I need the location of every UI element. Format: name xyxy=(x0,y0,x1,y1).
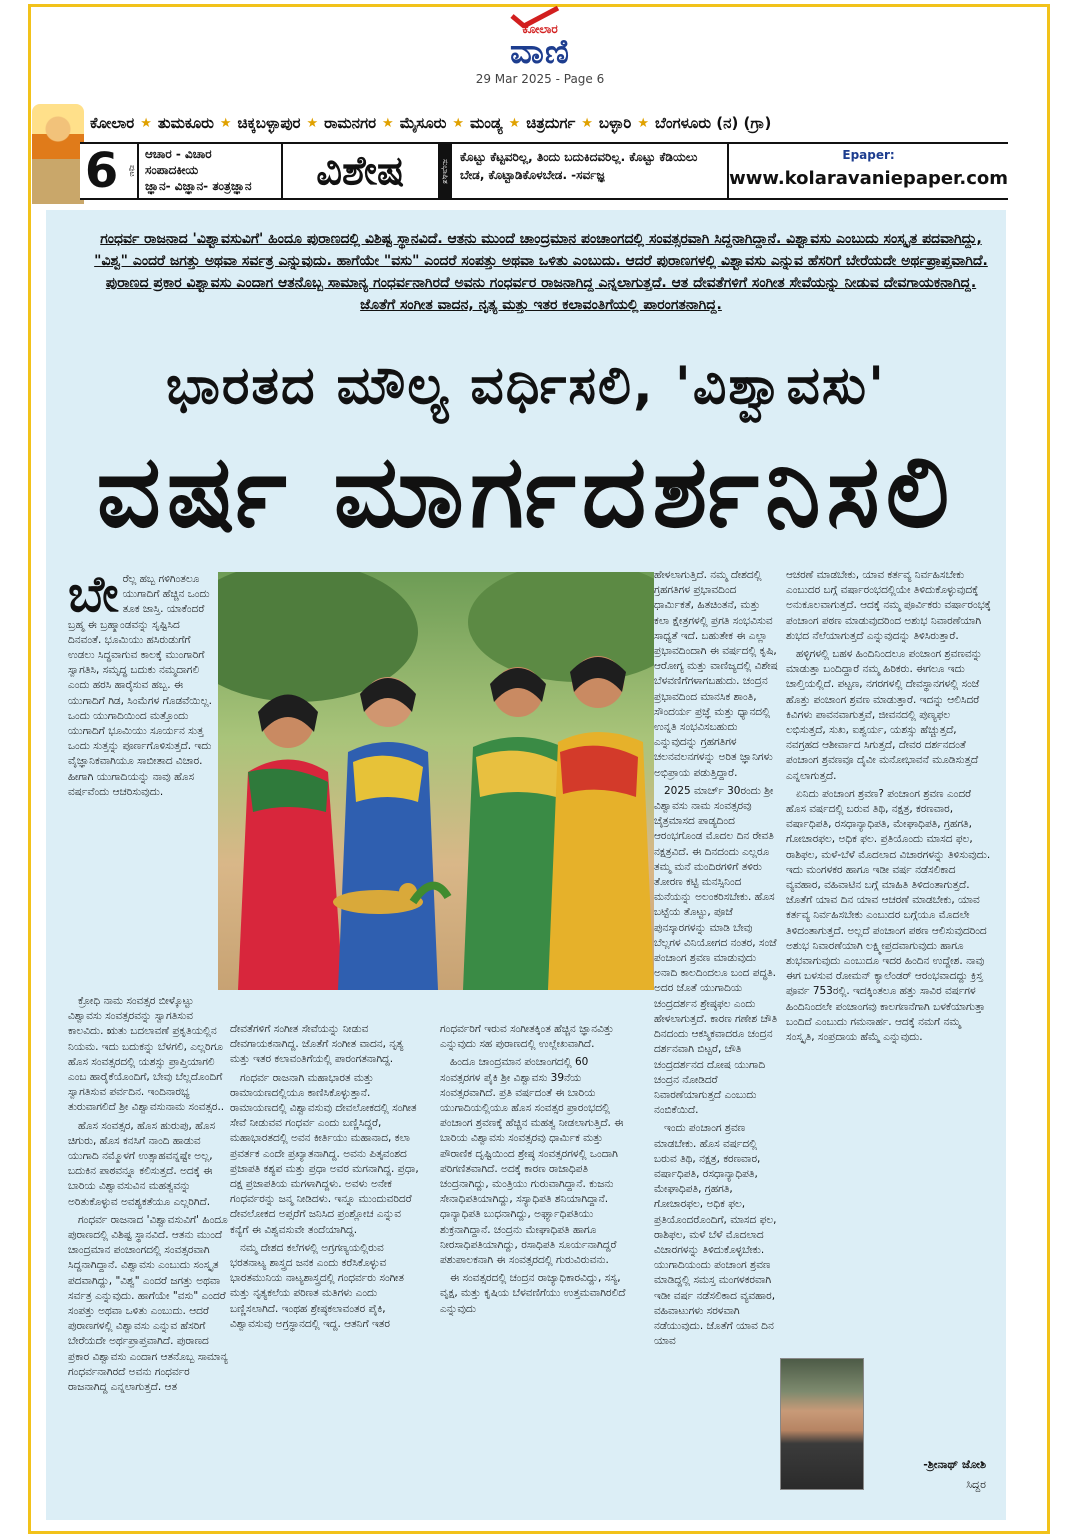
section-title: ವಿಶೇಷ xyxy=(281,144,438,198)
brand-big: ವಾಣಿ xyxy=(510,32,570,72)
district-item[interactable]: ಬೆಂಗಳೂರು (ನ) (ಗ್ರಾ) xyxy=(655,114,772,132)
star-icon: ★ xyxy=(382,115,394,131)
star-icon: ★ xyxy=(452,115,465,131)
women-celebrating-image xyxy=(218,572,654,990)
column-paragraph: ಈ ಸಂವತ್ಸರದಲ್ಲಿ ಚಂದ್ರನ ರಾಜ್ಯಾಧಿಕಾರವಿದ್ದು, ಸಸ್ಯ, ವೃಕ್ಷ, ಮತ್ತು ಕೃಷಿಯ ಬೆಳವಣಿಗೆಯು ಉತ್ತಮವಾಗಿರಲಿದೆ ಎನ್ನುವುದು xyxy=(440,1272,626,1315)
district-item[interactable]: ಚಿತ್ರದುರ್ಗ xyxy=(526,114,576,132)
section-line: ಆಚಾರ - ವಿಚಾರ xyxy=(144,147,212,161)
article-intro: ಗಂಧರ್ವ ರಾಜನಾದ 'ವಿಶ್ವಾವಸುವಿಗೆ' ಹಿಂದೂ ಪುರಾಣದಲ್ಲಿ ವಿಶಿಷ್ಟ ಸ್ಥಾನವಿದೆ. ಆತನು ಮುಂದೆ ಚಾಂದ್ರಮಾನ ಪಂಚಾಂಗದಲ್ಲಿ ಸಂವತ್ಸರವಾಗಿ ಸಿದ್ದನಾಗಿದ್ದಾನೆ. ವಿಶ್ವಾವಸು ಎಂಬುದು ಸಂಸ್ಕೃತ ಪದವಾಗಿದ್ದು, "ವಿಶ್ವ" ಎಂದರೆ ಜಗತ್ತು ಅಥವಾ ಸರ್ವತ್ರ ಎನ್ನುವುದು. ಹಾಗೆಯೇ "ವಸು" ಎಂದರೆ ಸಂಪತ್ತು ಅಥವಾ ಒಳಿತು ಎಂಬುದು. ಆದರೆ ಪುರಾಣಗಳಲ್ಲಿ ವಿಶ್ವಾವಸು ಎನ್ನುವ ಹೆಸರಿಗೆ ಬೇರೆಯದೇ ಅರ್ಥಪ್ರಾಪ್ತವಾಗಿದೆ. ಪುರಾಣದ ಪ್ರಕಾರ ವಿಶ್ವಾವಸು ಎಂದಾಗ ಆತನೊಬ್ಬ ಸಾಮಾನ್ಯ ಗಂಧರ್ವನಾಗಿರದೆ ಅವನು ಗಂಧರ್ವರ ರಾಜನಾಗಿದ್ದ ಎನ್ನಲಾಗುತ್ತದೆ. ಆತ ದೇವತೆಗಳಿಗೆ ಸಂಗೀತ ಸೇವೆಯನ್ನು ನೀಡುವ ದೇವಗಾಯಕನಾಗಿದ್ದ. ಜೊತೆಗೆ ಸಂಗೀತ ವಾದನ, ನೃತ್ಯ ಮತ್ತು ಇತರ ಕಲಾವಂತಿಗೆಯಲ್ಲಿ ಪಾರಂಗತನಾಗಿದ್ದ. xyxy=(94,231,988,313)
column-paragraph: ಗಂಧರ್ವ ರಾಜನಾಗಿ ಮಹಾಭಾರತ ಮತ್ತು ರಾಮಾಯಣದಲ್ಲಿಯೂ ಕಾಣಿಸಿಕೊಳ್ಳುತ್ತಾನೆ. ರಾಮಾಯಣದಲ್ಲಿ ವಿಶ್ವಾವಸುವು ದೇವಲೋಕದಲ್ಲಿ ಸಂಗೀತ ಸೇವೆ ನೀಡುವವ ಗಂಧರ್ವ ಎಂದು ಬಣ್ಣಿಸಿದ್ದರೆ, ಮಹಾಭಾರತದಲ್ಲಿ ಅವನ ಕೀರ್ತಿಯು ಮಹಾನಾದ, ಕಲಾ ಪ್ರವರ್ತಕ ಎಂದೇ ಪ್ರಖ್ಯಾತನಾಗಿದ್ದ. ಅವನು ಪಿತೃವಂಶದ ಪ್ರಜಾಪತಿ ಕಶ್ಯಪ ಮತ್ತು ಪ್ರಧಾ ಅವರ ಮಗನಾಗಿದ್ದ. ಪ್ರಧಾ, ದಕ್ಷ ಪ್ರಜಾಪತಿಯ ಮಗಳಾಗಿದ್ದಳು. ಅವಳು ಅನೇಕ ಗಂಧರ್ವರನ್ನು ಜನ್ಮ ನೀಡಿದಳು. ಇನ್ನೂ ಮುಂದುವರಿದರೆ ದೇವಲೋಕದ ಅಪ್ಸರೆಗೆ ಜನಿಸಿದ ಪ್ರಂಶ್ಲೋಚ ಎನ್ನುವ ಕನ್ಯೆಗೆ ಈ ವಿಶ್ವವಸುವೇ ತಂದೆಯಾಗಿದ್ದ. xyxy=(230,1071,419,1236)
column-paragraph: ಆಚರಣೆ ಮಾಡಬೇಕು, ಯಾವ ಕರ್ತವ್ಯ ನಿರ್ವಹಿಸಬೇಕು ಎಂಬುದರ ಬಗ್ಗೆ ವರ್ಷಾರಂಭದಲ್ಲಿಯೇ ತಿಳಿದುಕೊಳ್ಳುವುದಕ್ಕೆ ಅನುಕೂಲವಾಗುತ್ತದೆ. ಆದಕ್ಕೆ ನಮ್ಮ ಪೂರ್ವಿಕರು ವರ್ಷಾರಂಭಕ್ಕೆ ಪಂಚಾಂಗ ಪಠಣ ಮಾಡುವುದರಿಂದ ಅಶುಭ ನಿವಾರಣೆಯಾಗಿ ಶುಭದ ನೆಲೆಯಾಗುತ್ತದೆ ಎನ್ನುವುದನ್ನು ತಿಳಿಸಿರುತ್ತಾರೆ. xyxy=(786,569,991,642)
brand-small: ಕೋಲಾರ xyxy=(522,22,558,36)
article-column-3 xyxy=(440,1022,632,1484)
district-strip xyxy=(40,108,1040,138)
article-column-5 xyxy=(786,568,992,1353)
masthead xyxy=(0,0,1080,100)
article-column-1 xyxy=(68,572,214,992)
page-number: 6 xyxy=(84,143,119,199)
district-item[interactable]: ರಾಮನಗರ xyxy=(324,114,377,132)
epaper-link[interactable]: www.kolaravaniepaper.com xyxy=(729,168,1008,189)
epaper-box xyxy=(727,144,1008,198)
district-item[interactable]: ಬಳ್ಳಾರಿ xyxy=(598,114,632,132)
page-side-label: ಪುಟ xyxy=(127,165,137,177)
district-item[interactable]: ಮೈಸೂರು xyxy=(399,114,447,132)
star-icon: ★ xyxy=(140,115,152,131)
dropcap: ಬೇ xyxy=(68,572,119,623)
star-icon: ★ xyxy=(306,115,319,131)
author-name: -ಶ್ರೀನಾಥ್ ಜೋಶಿ xyxy=(923,1458,986,1471)
author-photo xyxy=(780,1358,864,1490)
section-header xyxy=(80,142,1008,200)
headline-line1: ಭಾರತದ ಮೌಲ್ಯ ವರ್ಧಿಸಲಿ, 'ವಿಶ್ವಾವಸು' xyxy=(166,356,886,416)
date-page: 29 Mar 2025 - Page 6 xyxy=(475,72,605,86)
column-paragraph: ನಮ್ಮ ದೇಶದ ಕಲೆಗಳಲ್ಲಿ ಅಗ್ರಗಣ್ಯಯಲ್ಲಿರುವ ಭರತನಾಟ್ಯ ಶಾಸ್ತ್ರದ ಜನಕ ಎಂದು ಕರೆಸಿಕೊಳ್ಳುವ ಭಾರತಮುನಿಯ ನಾಟ್ಯಶಾಸ್ತ್ರದಲ್ಲಿ ಗಂಧರ್ವರು ಸಂಗೀತ ಮತ್ತು ನೃತ್ಯಕಲೆಯ ಪರಿಣತ ಮತಿಗಳು ಎಂದು ಬಣ್ಣಿಸಲಾಗಿದೆ. ಇಂಥಹ ಶ್ರೇಷ್ಠಕಲಾವಂತರ ಪೈಕಿ, ವಿಶ್ವಾವಸುವು ಅಗ್ರಸ್ಥಾನದಲ್ಲಿ ಇದ್ದ. ಆತನಿಗೆ ಇತರ xyxy=(230,1241,404,1330)
column-paragraph: ದೇವತೆಗಳಿಗೆ ಸಂಗೀತ ಸೇವೆಯನ್ನು ನೀಡುವ ದೇವಗಾಯಕನಾಗಿದ್ದ. ಜೊತೆಗೆ ಸಂಗೀತ ವಾದನ, ನೃತ್ಯ ಮತ್ತು ಇತರ ಕಲಾವಂತಿಗೆಯಲ್ಲಿ ಪಾರಂಗತನಾಗಿದ್ದ. xyxy=(230,1023,404,1066)
column-paragraph: ಹಿಂದೂ ಚಾಂದ್ರಮಾನ ಪಂಚಾಂಗದಲ್ಲಿ 60 ಸಂವತ್ಸರಗಳ ಪೈಕಿ ಶ್ರೀ ವಿಶ್ವಾವಸು 39ನೆಯ ಸಂವತ್ಸರವಾಗಿದೆ. ಪ್ರತಿ ವರ್ಷದಂತೆ ಈ ಬಾರಿಯ ಯುಗಾದಿಯಲ್ಲಿಯೂ ಹೊಸ ಸಂವತ್ಸರ ಪ್ರಾರಂಭದಲ್ಲಿ ಪಂಚಾಂಗ ಶ್ರವಣಕ್ಕೆ ಹೆಚ್ಚಿನ ಮಹತ್ವ ನೀಡಲಾಗುತ್ತಿದೆ. ಈ ಬಾರಿಯ ವಿಶ್ವಾವಸು ಸಂವತ್ಸರವು ಧಾರ್ಮಿಕ ಮತ್ತು ಪೌರಾಣಿಕ ದೃಷ್ಟಿಯಿಂದ ಶ್ರೇಷ್ಠ ಸಂವತ್ಸರಗಳಲ್ಲಿ ಒಂದಾಗಿ ಪರಿಗಣಿತವಾಗಿದೆ. ಅದಕ್ಕೆ ಕಾರಣ ರಾಜಾಧಿಪತಿ ಚಂದ್ರನಾಗಿದ್ದು, ಮಂತ್ರಿಯು ಗುರುವಾಗಿದ್ದಾನೆ. ಕುಜನು ಸೇನಾಧಿಪತಿಯಾಗಿದ್ದು, ಸಸ್ಯಾಧಿಪತಿ ಶನಿಯಾಗಿದ್ದಾನೆ. ಧಾನ್ಯಾಧಿಪತಿ ಬುಧನಾಗಿದ್ದು, ಅರ್ಘ್ಯಾಧಿಪತಿಯು ಶುಕ್ರನಾಗಿದ್ದಾನೆ. ಚಂದ್ರನು ಮೇಘಾಧಿಪತಿ ಹಾಗೂ ನೀರಸಾಧಿಪತಿಯಾಗಿದ್ದು, ರಸಾಧಿಪತಿ ಸೂರ್ಯನಾಗಿದ್ದರೆ ಪಶುಪಾಲಕನಾಗಿ ಈ ಸಂವತ್ಸರದಲ್ಲಿ ಗುರುವಿರುವನು. xyxy=(440,1056,624,1267)
section-vertical-label: ಸುಭಾಷಿತ xyxy=(438,144,450,198)
headline-line2: ವರ್ಷ ಮಾರ್ಗದರ್ಶನಿಸಲಿ xyxy=(96,433,956,550)
column-paragraph: ಏನಿದು ಪಂಚಾಂಗ ಶ್ರವಣ? ಪಂಚಾಂಗ ಶ್ರವಣ ಎಂದರೆ ಹೊಸ ವರ್ಷದಲ್ಲಿ ಬರುವ ತಿಥಿ, ನಕ್ಷತ್ರ, ಕರಣವಾರ, ವರ್ಷಾಧಿಪತಿ, ರಸಧಾನ್ಯಾಧಿಪತಿ, ಮೇಘಾಧಿಪತಿ, ಗ್ರಹಗತಿ, ಗೋಚಾರಫಲ, ಅಧಿಕ ಫಲ. ಪ್ರತಿಯೊಂದು ಮಾಸದ ಫಲ, ರಾಶಿಫಲ, ಮಳೆ-ಬೆಳೆ ಮೊದಲಾದ ವಿಚಾರಗಳನ್ನು ತಿಳಿಸುವುದು. ಇದು ಮಂಗಳಕರ ಹಾಗೂ ಇಡೀ ವರ್ಷ ನಡೆಸಲಿಕಾದ ವ್ಯವಹಾರ, ವಹಿವಾಟಿನ ಬಗ್ಗೆ ಮಾಹಿತಿ ತಿಳಿದಂತಾಗುತ್ತದೆ. ಜೊತೆಗೆ ಯಾವ ದಿನ ಯಾವ ಆಚರಣೆ ಮಾಡಬೇಕು, ಯಾವ ಕರ್ತವ್ಯ ನಿರ್ವಹಿಸಬೇಕು ಎಂಬುದರ ಬಗ್ಗೆಯೂ ಮೊದಲೇ ತಿಳಿದಂತಾಗುತ್ತದೆ. ಅಲ್ಲದೆ ಪಂಚಾಂಗ ಪಠಣ ಆಲಿಸುವುದರಿಂದ ಅಶುಭ ನಿವಾರಣೆಯಾಗಿ ಲಕ್ಷ್ಮೀಪ್ರದವಾಗುವುದು ಹಾಗೂ ಶುಭವಾಗುವುದು ಎಂಬುದೂ ಇದರ ಹಿಂದಿನ ಉದ್ದೇಶ. ನಾವು ಈಗ ಬಳಸುವ ರೋಮನ್ ಕ್ಯಾಲೆಂಡರ್ ಆರಂಭವಾದದ್ದು ಕ್ರಿಸ್ತ ಪೂರ್ವ 753ರಲ್ಲಿ. ಇದಕ್ಕಿಂತಲೂ ಹತ್ತು ಸಾವಿರ ವರ್ಷಗಳ ಹಿಂದಿನಿಂದಲೇ ಪಂಚಾಂಗವು ಕಾಲಗಣನೆಗಾಗಿ ಬಳಕೆಯಾಗುತ್ತಾ ಬಂದಿದೆ ಎಂಬುದು ಗಮನಾರ್ಹ. ಆದಕ್ಕೆ ನಮಗೆ ನಮ್ಮ ಸಂಸ್ಕೃತಿ, ಸಂಪ್ರದಾಯ ಹೆಮ್ಮೆ ಎನ್ನುವುದು. xyxy=(786,787,991,1044)
column-paragraph: ಹೇಳಲಾಗುತ್ತಿದೆ. ನಮ್ಮ ದೇಶದಲ್ಲಿ ಗ್ರಹಗತಿಗಳ ಪ್ರಭಾವದಿಂದ ಧಾರ್ಮಿಕತೆ, ಹಿತಚಿಂತನೆ, ಮತ್ತು ಕಲಾ ಕ್ಷೇತ್ರಗಳಲ್ಲಿ ಪ್ರಗತಿ ಸಂಭವಿಸುವ ಸಾಧ್ಯತೆ ಇದೆ. ಬಹುತೇಕ ಈ ಎಲ್ಲಾ ಪ್ರಭಾವದಿಂದಾಗಿ ಈ ವರ್ಷದಲ್ಲಿ ಕೃಷಿ, ಆರೋಗ್ಯ ಮತ್ತು ವಾಣಿಜ್ಯದಲ್ಲಿ ವಿಶೇಷ ಬೆಳವಣಿಗೆಗಳಾಗಬಹುದು. ಚಂದ್ರನ ಪ್ರಭಾವದಿಂದ ಮಾನಸಿಕ ಶಾಂತಿ, ಸೌಂದರ್ಯ ಪ್ರಜ್ಞೆ ಮತ್ತು ಧ್ಯಾನದಲ್ಲಿ ಉನ್ನತಿ ಸಂಭವಿಸಬಹುದು ಎನ್ನುವುದನ್ನು ಗ್ರಹಗತಿಗಳ ಚಲನವಲನಗಳನ್ನು ಅರಿತ ಜ್ಞಾನಿಗಳು ಅಭಿಪ್ರಾಯ ಪಡುತ್ತಿದ್ದಾರೆ. xyxy=(654,569,778,779)
column-paragraph: ಹೊಸ ಸಂವತ್ಸರ, ಹೊಸ ಹುರುಪು, ಹೊಸ ಚಿಗುರು, ಹೊಸ ಕನಸಿಗೆ ನಾಂದಿ ಹಾಡುವ ಯುಗಾದಿ ನಮ್ಮೊಳಗೆ ಉತ್ಸಾಹವನ್ನಷ್ಟೇ ಅಲ್ಲ, ಬದುಕಿನ ಪಾಠವನ್ನೂ ಕಲಿಸುತ್ತದೆ. ಅದಕ್ಕೆ ಈ ಬಾರಿಯ ವಿಶ್ವಾವಸುವಿನ ಮಹತ್ವವನ್ನು ಅರಿತುಕೊಳ್ಳುವ ಅವಶ್ಯಕತೆಯೂ ಎಲ್ಲರಿಗಿದೆ. xyxy=(68,1119,216,1208)
quote: ಕೊಟ್ಟು ಕೆಟ್ಟವರಿಲ್ಲ, ತಿಂದು ಬದುಕಿದವರಿಲ್ಲ. ಕೊಟ್ಟು ಕೆಡಿಯಲು ಬೇಡ, ಕೊಟ್ಟಾಡಿಕೊಳಬೇಡ. -ಸರ್ವಜ್ಞ xyxy=(450,144,727,198)
column-paragraph: ಇಂದು ಪಂಚಾಂಗ ಶ್ರವಣ ಮಾಡಬೇಕು. ಹೊಸ ವರ್ಷದಲ್ಲಿ ಬರುವ ತಿಥಿ, ನಕ್ಷತ್ರ, ಕರಣವಾರ, ವರ್ಷಾಧಿಪತಿ, ರಸಧಾನ್ಯಾಧಿಪತಿ, ಮೇಘಾಧಿಪತಿ, ಗ್ರಹಗತಿ, ಗೋಚಾರಫಲ, ಅಧಿಕ ಫಲ, ಪ್ರತಿಯೊಂದರೊಂದಿಗೆ, ಮಾಸದ ಫಲ, ರಾಶಿಫಲ, ಮಳೆ ಬೆಳೆ ಮೊದಲಾದ ವಿಚಾರಗಳನ್ನು ತಿಳಿದುಕೊಳ್ಳಬೇಕು. ಯುಗಾದಿಯಂದು ಪಂಚಾಂಗ ಶ್ರವಣ ಮಾಡಿದ್ದಲ್ಲಿ ಸಮಸ್ತ ಮಂಗಳಕರವಾಗಿ ಇಡೀ ವರ್ಷ ನಡೆಸಲಿಕಾದ ವ್ಯವಹಾರ, ವಹಿವಾಟುಗಳು ಸರಳವಾಗಿ ನಡೆಯುವುದು. ಜೊತೆಗೆ ಯಾವ ದಿನ ಯಾವ xyxy=(654,1122,777,1348)
column-paragraph: ಹಳ್ಳಿಗಳಲ್ಲಿ ಬಹಳ ಹಿಂದಿನಿಂದಲೂ ಪಂಚಾಂಗ ಶ್ರವಣವನ್ನು ಮಾಡುತ್ತಾ ಬಂದಿದ್ದಾರೆ ನಮ್ಮ ಹಿರಿಕರು. ಈಗಲೂ ಇದು ಚಾಲ್ತಿಯಲ್ಲಿದೆ. ಪಟ್ಟಣ, ನಗರಗಳಲ್ಲಿ ದೇವಸ್ಥಾನಗಳಲ್ಲಿ ಸಂಜೆ ಹೊತ್ತು ಪಂಚಾಂಗ ಶ್ರವಣ ಮಾಡುತ್ತಾರೆ. ಇದನ್ನು ಆಲಿಸಿದರೆ ಕಿವಿಗಳು ಪಾವನವಾಗುತ್ತವೆ, ಜೀವನದಲ್ಲಿ ಪುಣ್ಯಫಲ ಲಭಿಸುತ್ತದೆ, ಸುಖ, ಐಶ್ವರ್ಯ, ಯಶಸ್ಸು ಹೆಚ್ಚುತ್ತದೆ, ನವಗ್ರಹದ ಆಶೀರ್ವಾದ ಸಿಗುತ್ತದೆ, ದೇವರ ದರ್ಶನದಂತೆ ಪಂಚಾಂಗ ಶ್ರವಣವೂ ದೈವೀ ಮನೋಭಾವನೆ ಮೂಡಿಸುತ್ತದೆ ಎನ್ನಲಾಗುತ್ತದೆ. xyxy=(786,648,983,782)
section-line: ಸಂಪಾದಕೀಯ xyxy=(144,163,199,177)
column-paragraph: ಗಂಧರ್ವರಿಗೆ ಇರುವ ಸಂಗೀತಕ್ಕಿಂತ ಹೆಚ್ಚಿನ ಜ್ಞಾನವಿತ್ತು ಎನ್ನುವುದು ಸಹ ಪುರಾಣದಲ್ಲಿ ಉಲ್ಲೇಖವಾಗಿದೆ. xyxy=(440,1023,614,1051)
festival-illustration xyxy=(218,572,654,990)
column-paragraph: ರೆಲ್ಲ ಹಬ್ಬ ಗಳಿಗಿಂತಲೂ ಯುಗಾದಿಗೆ ಹೆಚ್ಚಿನ ಒಂದು ತೂಕ ಜಾಸ್ತಿ. ಯಾಕೆಂದರೆ ಬ್ರಹ್ಮ ಈ ಬ್ರಹ್ಮಾಂಡವನ್ನು ಸೃಷ್ಟಿಸಿದ ದಿನವಂತೆ. ಭೂಮಿಯು ಹಸಿರುಡುಗೆಗೆ ಉಡಲು ಸಿದ್ಧವಾಗುವ ಕಾಲಕ್ಕೆ ಮುಂಗಾರಿಗೆ ಸ್ವಾಗತಿಸಿ, ಸಮೃದ್ಧ ಬದುಕು ನಮ್ಮದಾಗಲಿ ಎಂದು ಹರಸಿ ಹಾರೈಸುವ ಹಬ್ಬ. ಈ ಯುಗಾದಿಗೆ ಗಿಡ, ಸಿಂಮೆಗಳ ಗೊಡವೆಯಿಲ್ಲ. ಒಂದು ಯುಗಾದಿಯಿಂದ ಮತ್ತೊಂದು ಯುಗಾದಿಗೆ ಭೂಮಿಯು ಸೂರ್ಯನ ಸುತ್ತ ಒಂದು ಸುತ್ತನ್ನು ಪೂರ್ಣಗೊಳಿಸುತ್ತದೆ. ಇದು ವೈಜ್ಞಾನಿಕವಾಗಿಯೂ ಸಾಬೀತಾದ ವಿಚಾರ. ಹೀಗಾಗಿ ಯುಗಾದಿಯನ್ನು ನಾವು ಹೊಸ ವರ್ಷವೆಂದು ಆಚರಿಸುವುದು. xyxy=(68,573,212,798)
column-paragraph: 2025 ಮಾರ್ಚ್ 30ರಂದು ಶ್ರೀ ವಿಶ್ವಾವಸು ನಾಮ ಸಂವತ್ಸರವು ಚೈತ್ರಮಾಸದ ಪಾಡ್ಯದಿಂದ ಆರಂಭಗೊಂಡ ಮೊದಲ ದಿನ ರೇವತಿ ನಕ್ಷತ್ರವಿದೆ. ಈ ದಿನದಂದು ಎಲ್ಲರೂ ತಮ್ಮ ಮನೆ ಮಂದಿರಗಳಿಗೆ ತಳಿರು ತೋರಣ ಕಟ್ಟಿ ಮನಸ್ಸಿನಿಂದ ಮನೆಯನ್ನು ಅಲಂಕರಿಸಬೇಕು. ಹೊಸ ಬಟ್ಟೆಯ ತೊಟ್ಟು, ಪೂಜೆ ಪುನಸ್ಕಾರಗಳನ್ನು ಮಾಡಿ ಬೇವು ಬೆಲ್ಲಗಳ ವಿನಿಯೋಗದ ನಂತರ, ಸಂಜೆ ಪಂಚಾಂಗ ಶ್ರವಣ ಮಾಡುವುದು ಅನಾದಿ ಕಾಲದಿಂದಲೂ ಬಂದ ಪದ್ಧತಿ. ಅದರ ಜೊತೆ ಯುಗಾದಿಯ ಚಂದ್ರದರ್ಶನ ಶ್ರೇಷ್ಠಫಲ ಎಂದು ಹೇಳಲಾಗುತ್ತದೆ. ಕಾರಣ ಗಣೇಶ ಚೌತಿ ದಿನದಂದು ಆಕಸ್ಮಿಕವಾದರೂ ಚಂದ್ರನ ದರ್ಶನವಾಗಿ ಬಿಟ್ಟರೆ, ಚೌತಿ ಚಂದ್ರದರ್ಶನದ ದೋಷ ಯುಗಾದಿ ಚಂದ್ರನ ನೋಡಿದರೆ ನಿವಾರಣೆಯಾಗುತ್ತದೆ ಎಂಬುದು ನಂಬಿಕೆಯಿದೆ. xyxy=(654,784,778,1117)
district-item[interactable]: ಚಿಕ್ಕಬಳ್ಳಾಪುರ xyxy=(237,114,301,132)
star-icon: ★ xyxy=(637,115,650,131)
star-icon: ★ xyxy=(508,115,521,131)
article-column-1-lower xyxy=(68,994,228,1484)
section-line: ಜ್ಞಾನ- ವಿಜ್ಞಾನ- ತಂತ್ರಜ್ಞಾನ xyxy=(144,179,252,193)
epaper-label: Epaper: xyxy=(842,148,895,162)
star-icon: ★ xyxy=(581,115,593,131)
section-subtitles xyxy=(137,144,281,198)
district-item[interactable]: ಕೋಲಾರ xyxy=(90,114,135,132)
article-column-2 xyxy=(230,1022,422,1484)
star-icon: ★ xyxy=(219,115,232,131)
district-item[interactable]: ತುಮಕೂರು xyxy=(157,114,214,132)
column-paragraph: ಗಂಧರ್ವ ರಾಜನಾದ 'ವಿಶ್ವಾವಸುವಿಗೆ' ಹಿಂದೂ ಪುರಾಣದಲ್ಲಿ ವಿಶಿಷ್ಟ ಸ್ಥಾನವಿದೆ. ಆತನು ಮುಂದೆ ಚಾಂದ್ರಮಾನ ಪಂಚಾಂಗದಲ್ಲಿ ಸಂವತ್ಸರವಾಗಿ ಸಿದ್ದನಾಗಿದ್ದಾನೆ. ವಿಶ್ವಾವಸು ಎಂಬುದು ಸಂಸ್ಕೃತ ಪದವಾಗಿದ್ದು, "ವಿಶ್ವ" ಎಂದರೆ ಜಗತ್ತು ಅಥವಾ ಸರ್ವತ್ರ ಎನ್ನುವುದು. ಹಾಗೆಯೇ "ವಸು" ಎಂದರೆ ಸಂಪತ್ತು ಅಥವಾ ಒಳಿತು ಎಂಬುದು. ಆದರೆ ಪುರಾಣಗಳಲ್ಲಿ ವಿಶ್ವಾವಸು ಎನ್ನುವ ಹೆಸರಿಗೆ ಬೇರೆಯದೇ ಅರ್ಥಪ್ರಾಪ್ತವಾಗಿದೆ. ಪುರಾಣದ ಪ್ರಕಾರ ವಿಶ್ವಾವಸು ಎಂದಾಗ ಆತನೊಬ್ಬ ಸಾಮಾನ್ಯ ಗಂಧರ್ವನಾಗಿರದೆ ಅವನು ಗಂಧರ್ವರ ರಾಜನಾಗಿದ್ದ ಎನ್ನಲಾಗುತ್ತದೆ. ಆತ xyxy=(68,1213,228,1394)
column-paragraph: ಕ್ರೋಧಿ ನಾಮ ಸಂವತ್ಸರ ಬೀಳ್ಕೊಟ್ಟು ವಿಶ್ವಾವಸು ಸಂವತ್ಸರವನ್ನು ಸ್ವಾಗತಿಸುವ ಕಾಲವಿದು. ಋತು ಬದಲಾವಣೆ ಪ್ರಕೃತಿಯಲ್ಲಿನ ನಿಯಮ. ಇದು ಬದುಕನ್ನು ಬೆಳಗಲಿ, ಎಲ್ಲರಿಗೂ ಹೊಸ ಸಂವತ್ಸರದಲ್ಲಿ ಯಶಸ್ಸು ಪ್ರಾಪ್ತಿಯಾಗಲಿ ಎಂಬ ಹಾರೈಕೆಯೊಂದಿಗೆ, ಬೇವು ಬೆಲ್ಲದೊಂದಿಗೆ ಸ್ವಾಗತಿಸುವ ಪರ್ವದಿನ. ಇಂದಿನಾರಭ್ಯ ತುರುವಾಗಲಿದೆ ಶ್ರೀ ವಿಶ್ವಾವಸುನಾಮ ಸಂವತ್ಸರ.. xyxy=(68,995,225,1114)
author-place: ಸಿದ್ದರ xyxy=(966,1478,986,1491)
article-column-4 xyxy=(654,568,778,1486)
district-item[interactable]: ಮಂಡ್ಯ xyxy=(470,114,503,132)
